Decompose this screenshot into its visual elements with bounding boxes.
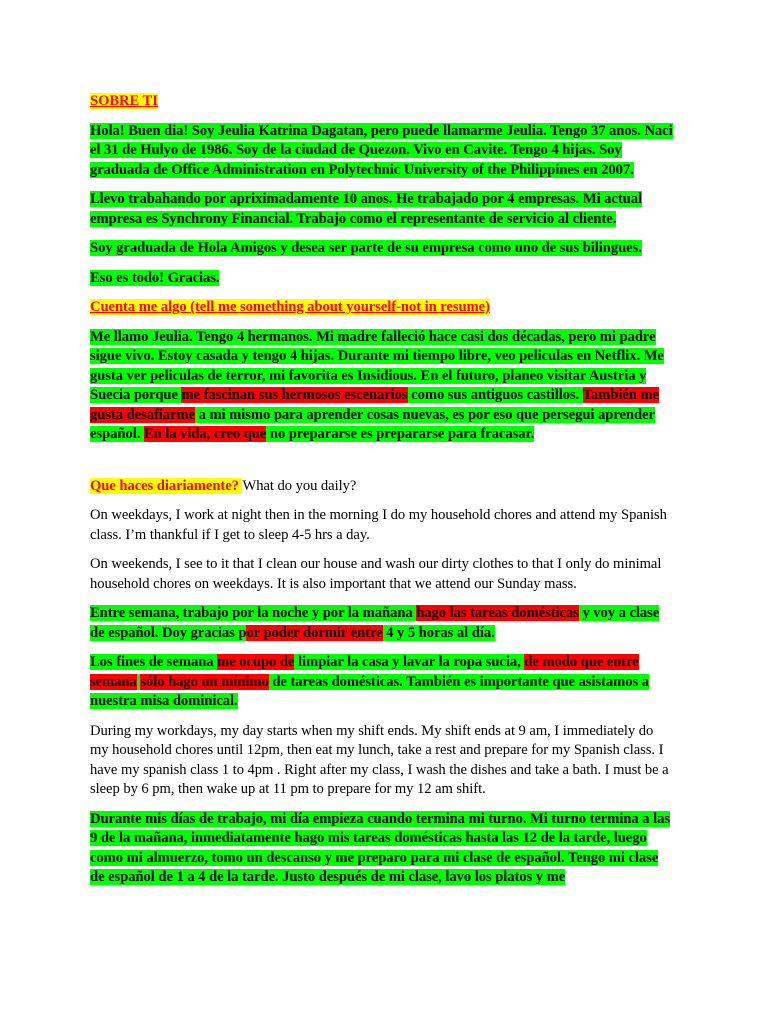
graduate-paragraph-text: Soy graduada de Hola Amigos y desea ser parte de su empresa como uno de sus bilingues. (90, 240, 642, 256)
workdays-spanish (90, 810, 674, 888)
heading-cuenta-me-algo-text: Cuenta me algo (tell me something about yourself-not in resume) (90, 299, 490, 315)
graduate-paragraph (90, 239, 674, 259)
weekends-spanish-text: de tareas domésticas. También es importante que asistamos a nuestra misa dominical. (90, 673, 649, 709)
heading-sobre-ti (90, 92, 674, 112)
weekends-spanish-text: sólo hago un mínimo (140, 673, 269, 690)
weekdays-spanish-text: hago las tareas domésticas (416, 605, 579, 621)
about-paragraph-text: También me gusta desafiarme (90, 387, 659, 423)
weekdays-spanish-text: or poder dormir entre (246, 624, 383, 641)
work-paragraph-text: Llevo trabahando por apriximadamente 10 anos. He trabajado por 4 empresas. Mi actual empresa es Synchrony Financial. Trabajo como el representante de servicio al cliente. (90, 191, 642, 227)
about-paragraph-text: a mi mismo para aprender cosas nuevas, es por eso que persegui aprender español. (90, 406, 655, 442)
heading-que-haces-text: Que haces diariamente? (90, 477, 243, 494)
weekends-english (90, 555, 674, 594)
about-paragraph-text: me fascinan sus hermosos escenarios (181, 387, 408, 403)
weekends-english-text: On weekends, I see to it that I clean our house and wash our dirty clothes to that I only do minimal household chores on weekdays. It is also important that we attend our Sunday mass. (90, 556, 662, 592)
heading-que-haces (90, 477, 674, 497)
weekends-spanish-text: Los fines de semana (90, 654, 218, 670)
weekdays-spanish-text: Entre semana, trabajo por la noche y por la mañana (90, 605, 417, 621)
about-paragraph-text: no prepararse es prepararse para fracasar. (266, 426, 535, 442)
intro-paragraph-text: Hola! Buen dia! Soy Jeulia Katrina Dagatan, pero puede llamarme Jeulia. Tengo 37 anos. Naci el 31 de Hulyo de 1986. Soy de la ciudad de Quezon. Vivo en Cavite. Tengo 4 hijas. Soy graduada de Office Administration en Polytechnic University of the Philippines en 2007. (90, 122, 673, 178)
weekdays-spanish-text: y voy a clase de español. Doy gracias p (90, 605, 660, 641)
weekends-spanish-text: me ocupo de (217, 654, 295, 670)
spacer (90, 455, 768, 477)
intro-paragraph (90, 122, 674, 181)
workdays-spanish-text: Durante mis días de trabajo, mi día empieza cuando termina mi turno. Mi turno termina a las 9 de la mañana, inmediatamente hago mis tareas domésticas hasta las 12 de la tarde, luego como mi almuerzo, tomo un descanso y me preparo para mi clase de español. Tengo mi clase de español de 1 a 4 de la tarde. Justo después de mi clase, lavo los platos y me (90, 810, 670, 885)
about-paragraph-text: Me llamo Jeulia. Tengo 4 hermanos. Mi madre falleció hace casi dos décadas, pero mi padre sigue vivo. Estoy casada y tengo 4 hijas. Durante mi tiempo libre, veo peliculas en Netflix. Me gusta ver peliculas de terror, mi favorita es Insidious. En el futuro, planeo visitar Austria y Suecia porque (90, 328, 664, 403)
weekends-spanish-text: de modo que entre semana (90, 654, 639, 690)
about-paragraph-text: como sus antiguos castillos. (407, 387, 583, 403)
weekdays-spanish (90, 604, 674, 643)
closing-paragraph-text: Eso es todo! Gracias. (90, 269, 220, 286)
about-paragraph-text: En la vida, creo que (143, 426, 267, 442)
weekends-spanish (90, 653, 674, 712)
workdays-english (90, 722, 674, 800)
closing-paragraph (90, 269, 674, 289)
weekends-spanish-text: limpiar la casa y lavar la ropa sucia, (294, 654, 525, 670)
heading-que-haces-text: What do you daily? (242, 477, 357, 494)
work-paragraph (90, 190, 674, 229)
weekdays-english (90, 506, 674, 545)
weekdays-english-text: On weekdays, I work at night then in the morning I do my household chores and attend my Spanish class. I’m thankful if I get to sleep 4-5 hrs a day. (90, 507, 667, 543)
weekdays-spanish-text: 4 y 5 horas al día. (382, 624, 495, 641)
heading-cuenta-me-algo (90, 298, 674, 318)
heading-sobre-ti-text: SOBRE TI (90, 93, 158, 109)
about-paragraph (90, 328, 674, 445)
workdays-english-text: During my workdays, my day starts when my shift ends. My shift ends at 9 am, I immediately do my household chores until 12pm, then eat my lunch, take a rest and prepare for my Spanish class. I have my spanish class 1 to 4pm . Right after my class, I wash the dishes and take a bath. I must be a sleep by 6 pm, then wake up at 11 pm to prepare for my 12 am shift. (90, 722, 669, 797)
